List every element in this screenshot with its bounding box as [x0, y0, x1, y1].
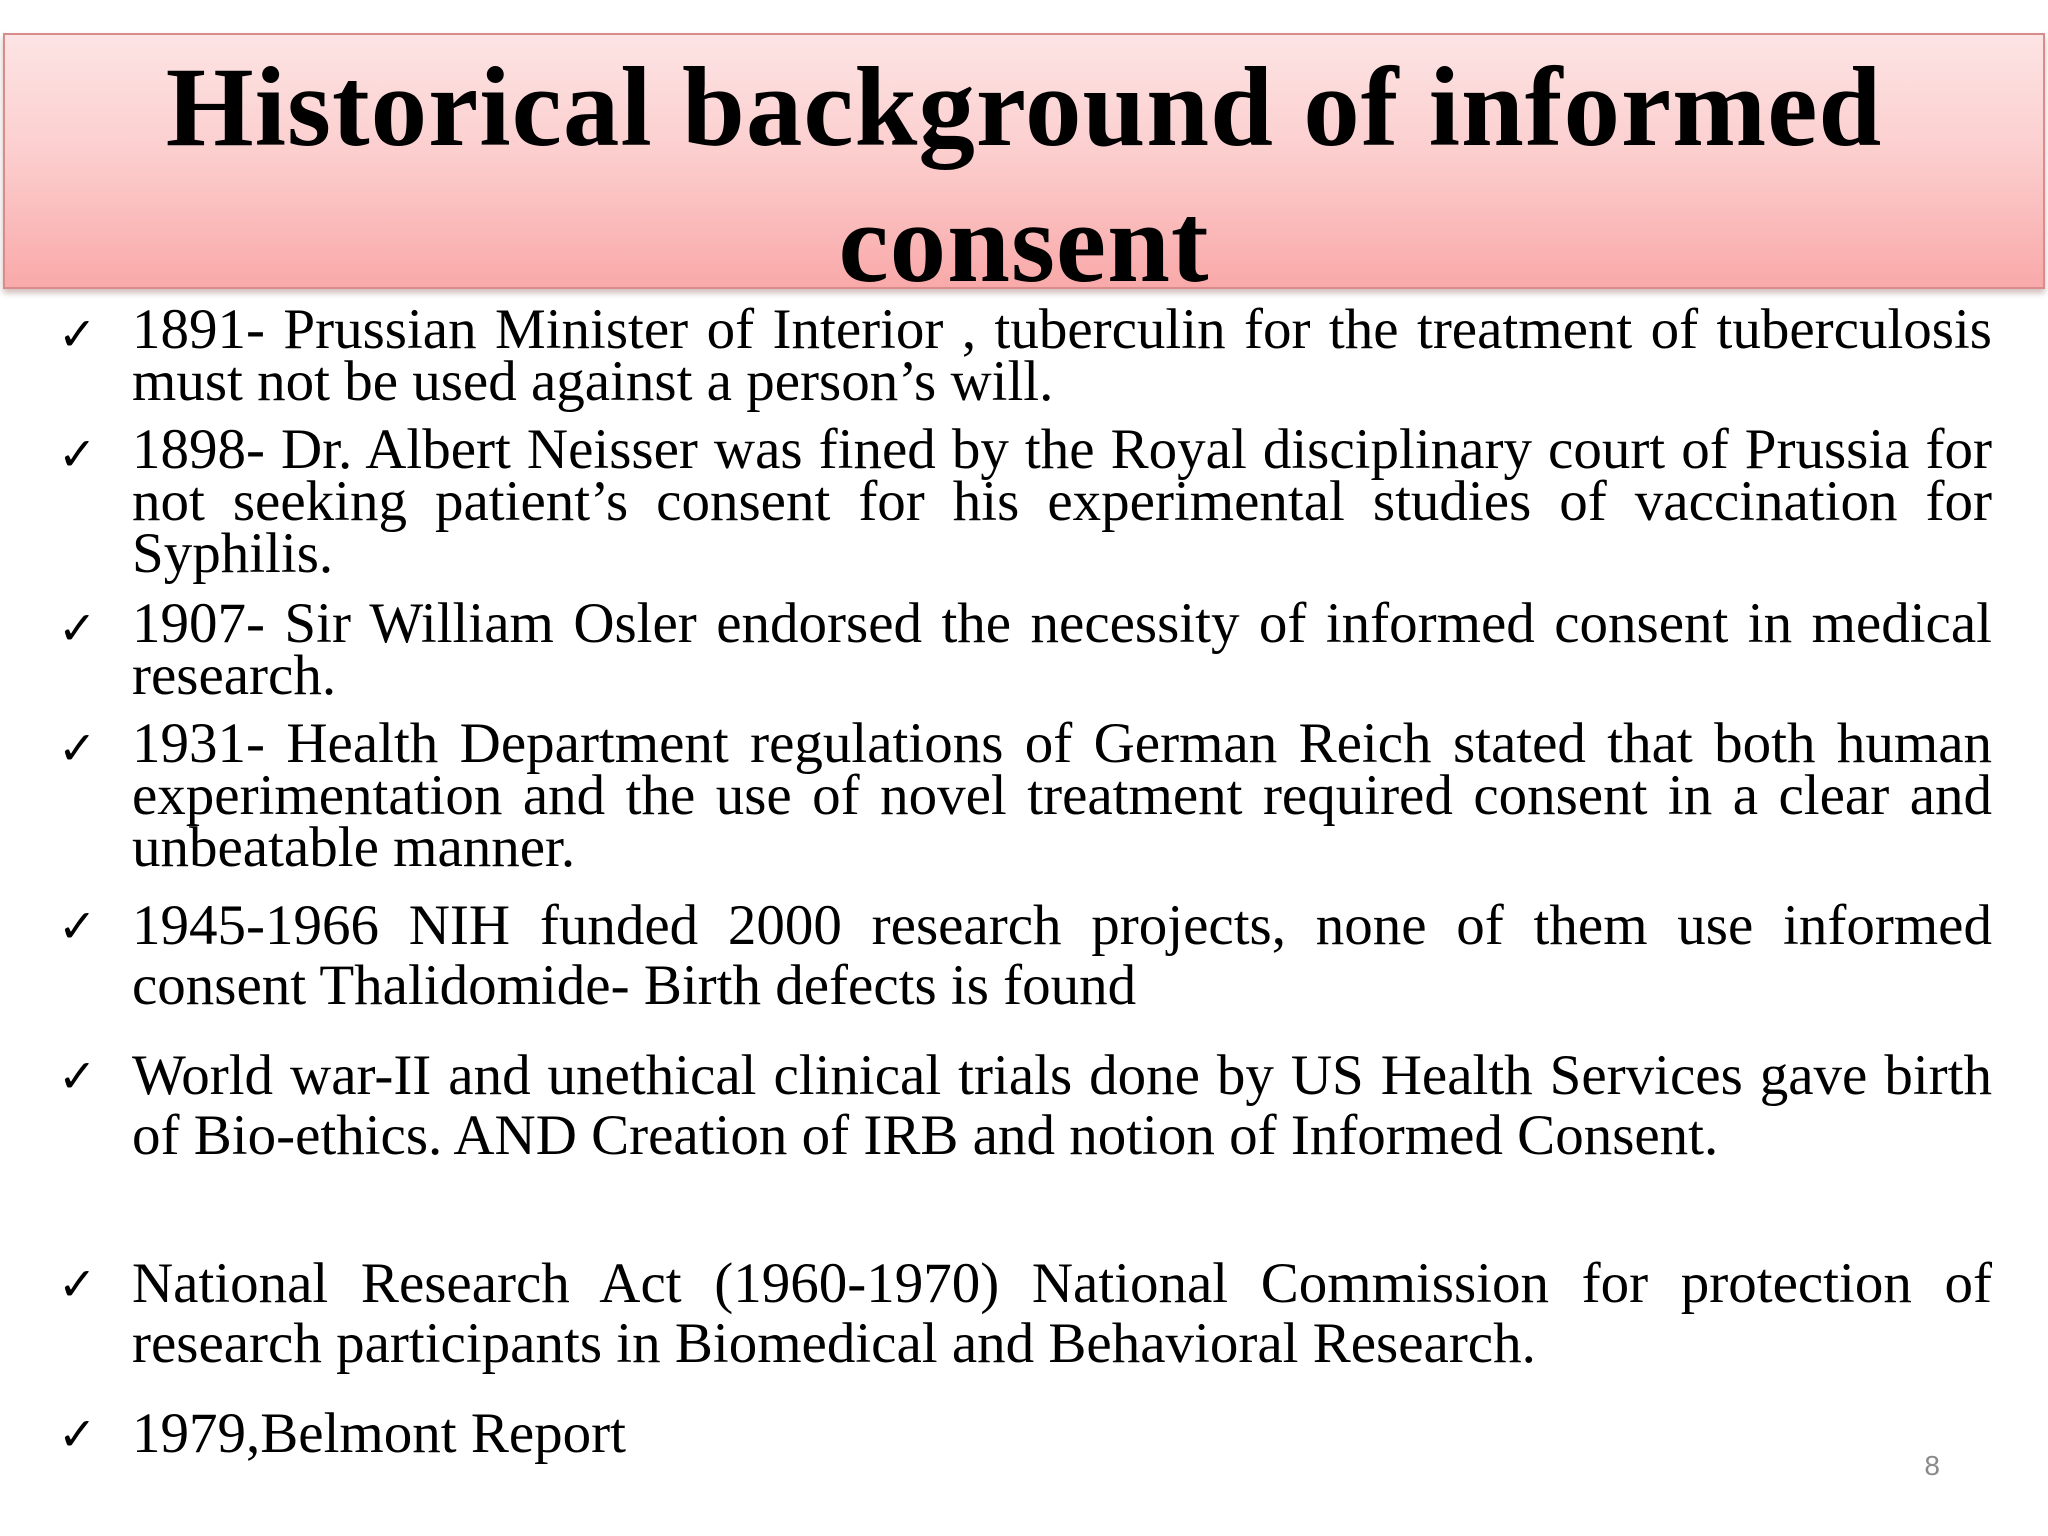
check-mark-icon: ✓	[58, 721, 97, 775]
bullet-text: 1931- Health Department regulations of German Reich stated that both human experimentation and the use of novel treatment required consent in a clear and unbeatable manner.	[132, 712, 1992, 879]
bullet-text: 1898- Dr. Albert Neisser was fined by the Royal disciplinary court of Prussia for not seeking patient’s consent for his experimental studies of vaccination for Syphilis.	[132, 418, 1992, 585]
bullet-text: World war-II and unethical clinical trials done by US Health Services gave birth of Bio-ethics. AND Creation of IRB and notion of Informed Consent.	[132, 1044, 1992, 1167]
bullet-text: 1891- Prussian Minister of Interior , tuberculin for the treatment of tuberculosis must not be used against a person’s will.	[132, 298, 1992, 413]
page-number: 8	[1924, 1450, 1940, 1481]
bullet-text: 1979,Belmont Report	[132, 1402, 626, 1465]
check-mark-icon: ✓	[58, 427, 97, 481]
bullet-text: 1907- Sir William Osler endorsed the necessity of informed consent in medical research.	[132, 592, 1992, 707]
bullet-text: 1945-1966 NIH funded 2000 research projects, none of them use informed consent Thalidomide- Birth defects is found	[132, 894, 1992, 1017]
slide-title: Historical background of informed consent	[165, 45, 1883, 306]
check-mark-icon: ✓	[58, 601, 97, 655]
check-mark-icon: ✓	[58, 307, 97, 361]
check-mark-icon: ✓	[58, 1049, 97, 1103]
check-mark-icon: ✓	[58, 899, 97, 953]
check-mark-icon: ✓	[58, 1257, 97, 1311]
check-mark-icon: ✓	[58, 1407, 97, 1461]
bullet-text: National Research Act (1960-1970) National Commission for protection of research participants in Biomedical and Behavioral Research.	[132, 1252, 1992, 1375]
